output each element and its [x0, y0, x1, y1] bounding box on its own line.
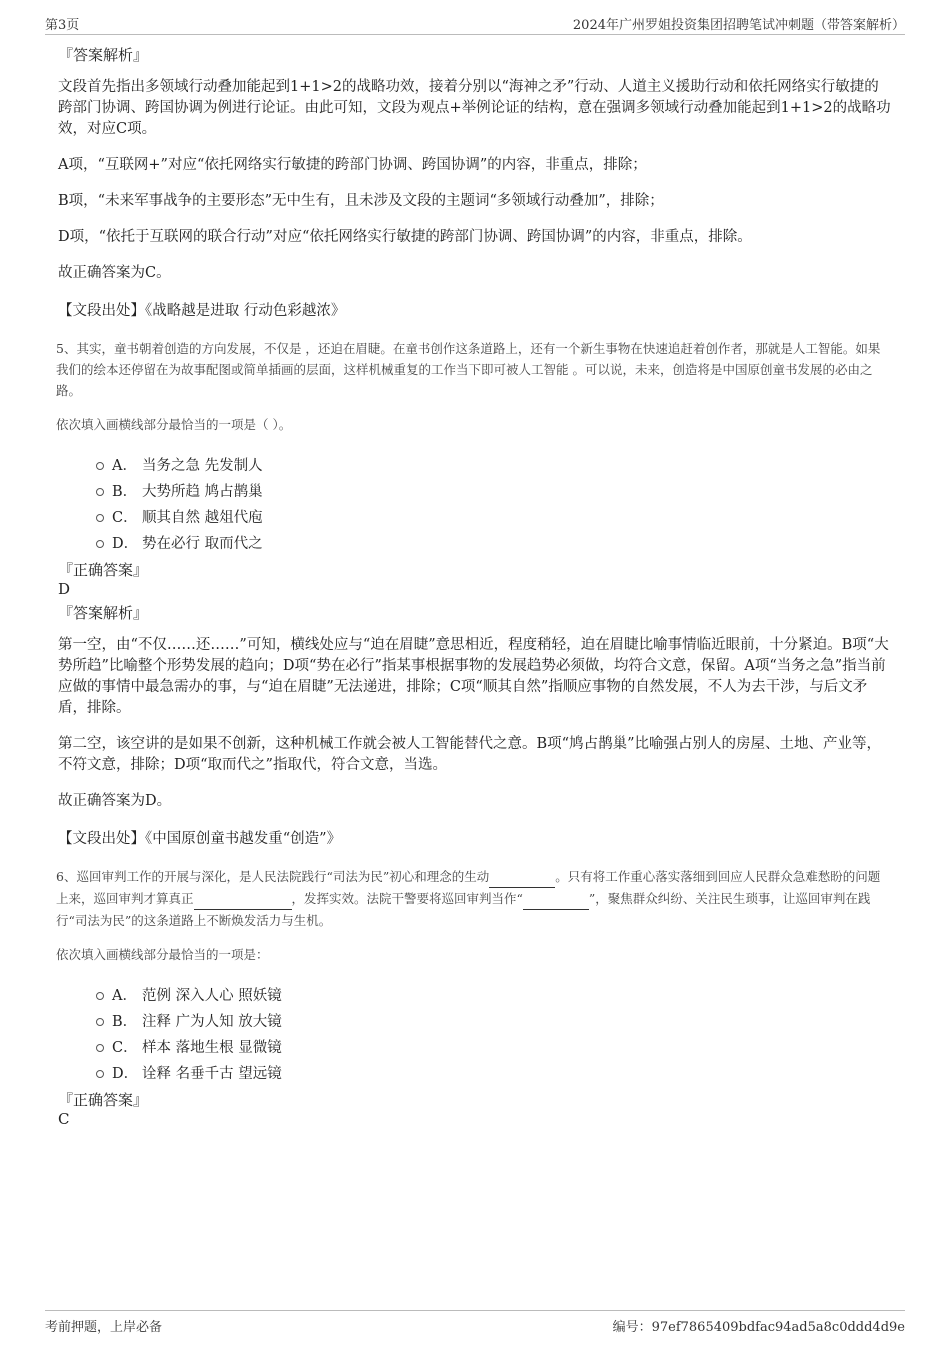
option-text: 范例 深入人心 照妖镜: [142, 987, 282, 1004]
option-text: 顺其自然 越俎代庖: [142, 509, 263, 526]
q5-analysis-para-2: 第二空，该空讲的是如果不创新，这种机械工作就会被人工智能替代之意。B项“鸠占鹊巢”比喻强占别人的房屋、土地、产业等，不符文意，排除；D项“取而代之”指取代，符合文意，当选。: [58, 736, 881, 773]
q5-source: 【文段出处】《中国原创童书越发重“创造”》: [58, 831, 342, 847]
radio-icon[interactable]: [96, 992, 104, 1000]
q6-question-text: [56, 866, 892, 931]
q4-analysis-para-3: B项，“未来军事战争的主要形态”无中生有，且未涉及文段的主题词“多领域行动叠加”，排除；: [58, 193, 664, 209]
q4-source: 【文段出处】《战略越是进取 行动色彩越浓》: [58, 303, 346, 319]
page-number: 第3页: [45, 18, 80, 33]
q4-analysis-para-4: D项，“依托于互联网的联合行动”对应“依托网络实行敏捷的跨部门协调、跨国协调”的内容，非重点，排除。: [58, 229, 752, 245]
option-text: 势在必行 取而代之: [142, 535, 263, 552]
q5-analysis-title: 『答案解析』: [58, 604, 149, 622]
option-text: 当务之急 先发制人: [142, 457, 263, 474]
q4-analysis-para-1: 文段首先指出多领域行动叠加能起到1+1>2的战略功效，接着分别以“海神之矛”行动、人道主义援助行动和依托网络实行敏捷的跨部门协调、跨国协调为例进行论证。由此可知，文段为观点+举例论证的结构，意在强调多领域行动叠加能起到1+1>2的战略功效，对应C项。: [58, 79, 891, 137]
q6-prompt: 依次填入画横线部分最恰当的一项是：: [56, 947, 269, 962]
q6-blank-2: [194, 888, 292, 910]
q5-answer-title: 『正确答案』: [58, 561, 149, 579]
radio-icon[interactable]: [96, 514, 104, 522]
q6-option-c[interactable]: [96, 1033, 892, 1059]
q5-option-c[interactable]: [96, 503, 892, 529]
q5-analysis-para-3: 故正确答案为D。: [58, 793, 172, 809]
radio-icon[interactable]: [96, 488, 104, 496]
q6-answer-title: 『正确答案』: [58, 1091, 149, 1109]
page-header: [45, 14, 905, 35]
q4-analysis-para-5: 故正确答案为C。: [58, 265, 171, 281]
option-letter: A．: [112, 457, 137, 474]
q6-answer: C: [58, 1110, 70, 1128]
option-letter: B．: [112, 1013, 138, 1030]
q5-answer: D: [58, 580, 71, 598]
q6-blank-3: [523, 888, 589, 910]
q6-option-d[interactable]: [96, 1059, 892, 1085]
footer-slogan: 考前押题，上岸必备: [45, 1320, 163, 1335]
radio-icon[interactable]: [96, 462, 104, 470]
option-text: 注释 广为人知 放大镜: [142, 1013, 282, 1030]
q6-blank-1: [489, 866, 555, 888]
radio-icon[interactable]: [96, 1070, 104, 1078]
q5-prompt: 依次填入画横线部分最恰当的一项是（ ）。: [56, 417, 292, 432]
option-text: 样本 落地生根 显微镜: [142, 1039, 282, 1056]
document-id: 编号：97ef7865409bdfac94ad5a8c0ddd4d9e: [612, 1320, 905, 1335]
option-letter: C．: [112, 1039, 138, 1056]
q6-text-part-2: 。只有将工作重心落实落细到回应人民群众急难愁盼的问题上来，巡回审判才算真正: [56, 869, 881, 906]
option-letter: A．: [112, 987, 137, 1004]
page-content: [56, 44, 892, 1132]
q6-text-part-4: ”，聚焦群众纠纷、关注民生琐事，让巡回审判在践行“司法为民”的这条道路上不断焕发活力与生机。: [56, 891, 871, 928]
q6-text-part-1: 6、巡回审判工作的开展与深化，是人民法院践行“司法为民”初心和理念的生动: [56, 869, 490, 884]
q5-question-text: 5、其实，童书朝着创造的方向发展，不仅是 ，还迫在眉睫。在童书创作这条道路上，还有一个新生事物在快速追赶着创作者，那就是人工智能。如果我们的绘本还停留在为故事配图或简单插画的层面，这样机械重复的工作当下即可被人工智能 。可以说，未来，创造将是中国原创童书发展的必由之路。: [56, 341, 881, 398]
q6-option-b[interactable]: [96, 1007, 892, 1033]
document-title: 2024年广州罗姐投资集团招聘笔试冲刺题（带答案解析）: [572, 18, 905, 33]
option-text: 诠释 名垂千古 望远镜: [142, 1065, 282, 1082]
q6-text-part-3: ，发挥实效。法院干警要将巡回审判当作“: [291, 891, 523, 906]
option-letter: B．: [112, 483, 138, 500]
q5-analysis-para-1: 第一空，由“不仅……还……”可知，横线处应与“迫在眉睫”意思相近，程度稍轻，迫在眉睫比喻事情临近眼前，十分紧迫。B项“大势所趋”比喻整个形势发展的趋向；D项“势在必行”指某事根据事物的发展趋势必须做，均符合文意，保留。A项“当务之急”指当前应做的事情中最急需办的事，与“迫在眉睫”无法递进，排除；C项“顺其自然”指顺应事物的自然发展，不人为去干涉，与后文矛盾，排除。: [58, 637, 889, 716]
radio-icon[interactable]: [96, 1044, 104, 1052]
radio-icon[interactable]: [96, 540, 104, 548]
q5-option-b[interactable]: [96, 477, 892, 503]
q4-analysis-title: 『答案解析』: [58, 46, 149, 64]
option-letter: C．: [112, 509, 138, 526]
q4-analysis-para-2: A项，“互联网+”对应“依托网络实行敏捷的跨部门协调、跨国协调”的内容，非重点，排除；: [58, 157, 647, 173]
page-footer: [45, 1310, 905, 1335]
q5-option-a[interactable]: [96, 451, 892, 477]
q6-options: [96, 981, 892, 1085]
q6-option-a[interactable]: [96, 981, 892, 1007]
option-letter: D．: [112, 535, 139, 552]
option-text: 大势所趋 鸠占鹊巢: [142, 483, 263, 500]
q5-option-d[interactable]: [96, 529, 892, 555]
option-letter: D．: [112, 1065, 139, 1082]
q5-options: [96, 451, 892, 555]
radio-icon[interactable]: [96, 1018, 104, 1026]
